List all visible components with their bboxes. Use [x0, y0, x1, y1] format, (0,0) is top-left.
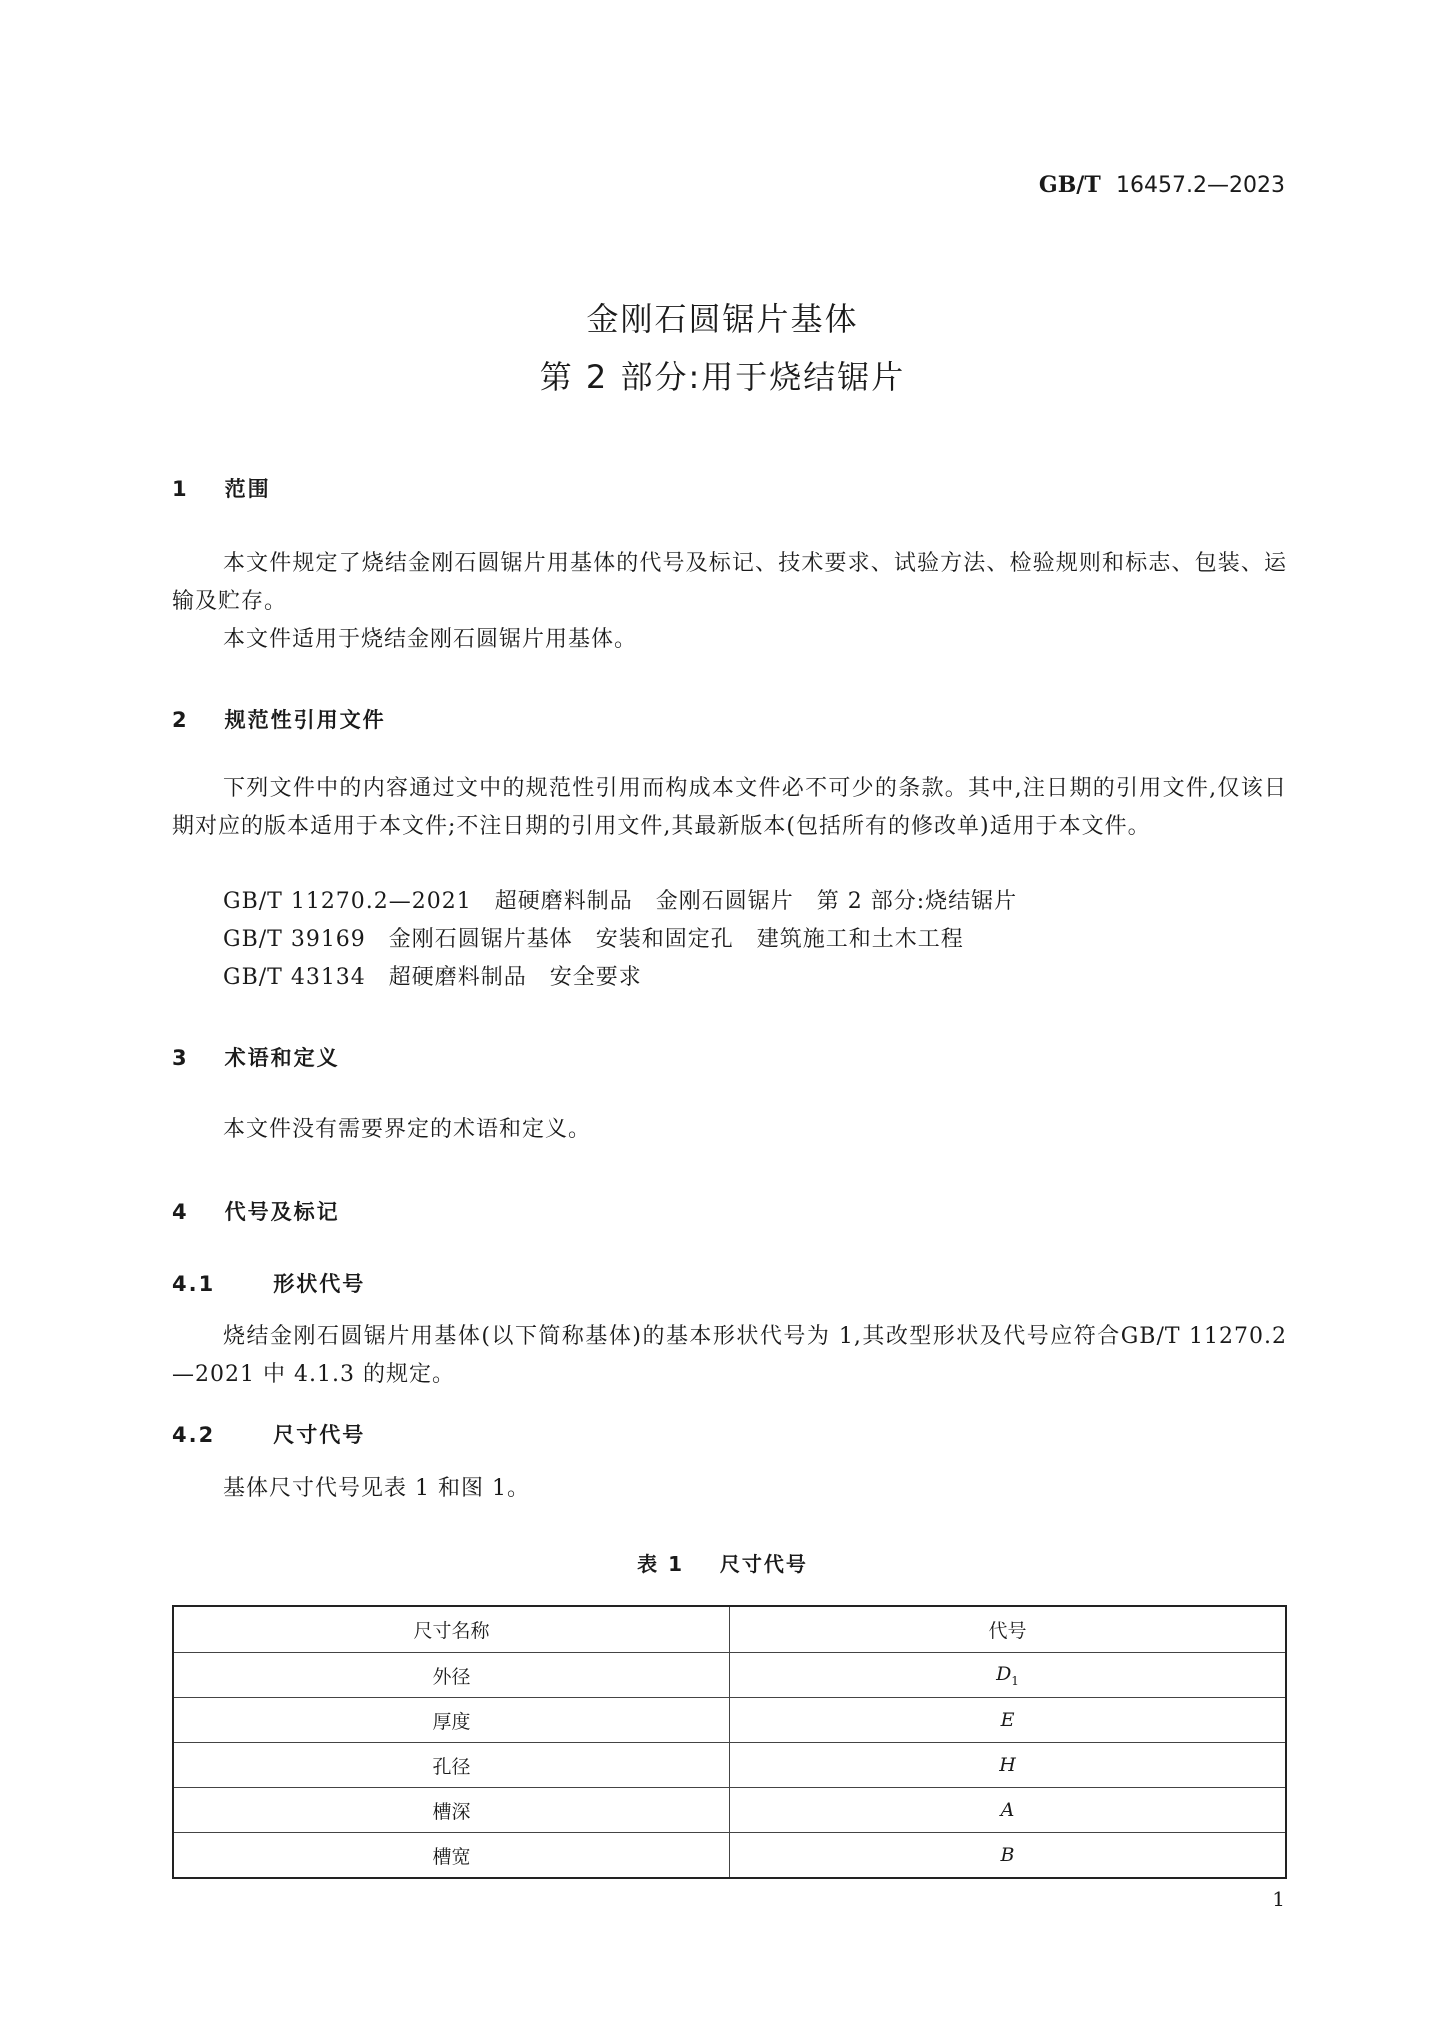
section-4-2-heading: [172, 1419, 365, 1449]
table-caption: [0, 1548, 1445, 1577]
section-number: 1: [172, 477, 189, 501]
section-number: 2: [172, 708, 189, 732]
section-4-1-heading: [172, 1268, 365, 1298]
code-subscript: 1: [1011, 1673, 1019, 1688]
table-header-row: [173, 1606, 1286, 1653]
paragraph: 本文件没有需要界定的术语和定义。: [223, 1117, 592, 1142]
dimension-name-cell: 槽深: [173, 1788, 730, 1833]
table-number: 表 1: [637, 1552, 685, 1576]
code-cell: [730, 1698, 1287, 1743]
code-cell: [730, 1653, 1287, 1698]
document-title: 金刚石圆锯片基体: [586, 300, 859, 338]
section-number: 4: [172, 1200, 189, 1224]
reference-item: GB/T 39169 金刚石圆锯片基体 安装和固定孔 建筑施工和土木工程: [223, 927, 964, 952]
standard-prefix: GB/T: [1038, 172, 1101, 198]
section-2-heading: [172, 704, 386, 734]
dimension-name-cell: 槽宽: [173, 1833, 730, 1879]
code-cell: [730, 1743, 1287, 1788]
section-title: 范围: [224, 477, 271, 501]
dimension-name-cell: 外径: [173, 1653, 730, 1698]
section-number: 4.2: [172, 1423, 216, 1447]
dimension-code-table: [172, 1605, 1287, 1879]
dimension-name-cell: 厚度: [173, 1698, 730, 1743]
code-symbol: B: [1000, 1844, 1015, 1866]
table-row: [173, 1788, 1286, 1833]
section-number: 3: [172, 1046, 189, 1070]
code-symbol: A: [1000, 1799, 1015, 1821]
table-row: [173, 1743, 1286, 1788]
section-title: 规范性引用文件: [224, 708, 386, 732]
section-title: 形状代号: [273, 1272, 366, 1296]
standard-code: [1039, 172, 1285, 198]
paragraph: 本文件适用于烧结金刚石圆锯片用基体。: [223, 627, 638, 652]
code-cell: [730, 1833, 1287, 1879]
section-title: 术语和定义: [224, 1046, 340, 1070]
section-number: 4.1: [172, 1272, 216, 1296]
dimension-name-cell: 孔径: [173, 1743, 730, 1788]
code-symbol: E: [1000, 1709, 1015, 1731]
paragraph: 基体尺寸代号见表 1 和图 1。: [223, 1476, 530, 1501]
standard-number: 16457.2—2023: [1116, 173, 1285, 198]
section-3-heading: [172, 1042, 340, 1072]
section-title: 代号及标记: [224, 1200, 340, 1224]
reference-item: GB/T 11270.2—2021 超硬磨料制品 金刚石圆锯片 第 2 部分:烧结锯片: [223, 889, 1018, 914]
code-symbol: D: [996, 1662, 1012, 1685]
reference-item: GB/T 43134 超硬磨料制品 安全要求: [223, 965, 642, 990]
table-caption-text: 尺寸代号: [719, 1552, 808, 1576]
code-cell: [730, 1788, 1287, 1833]
section-4-heading: [172, 1196, 340, 1226]
document-subtitle: 第 2 部分:用于烧结锯片: [539, 358, 906, 396]
paragraph: 本文件规定了烧结金刚石圆锯片用基体的代号及标记、技术要求、试验方法、检验规则和标志、包装、运输及贮存。: [172, 551, 1287, 614]
table-row: [173, 1653, 1286, 1698]
table-row: [173, 1833, 1286, 1879]
column-header: 代号: [730, 1606, 1287, 1653]
section-1-heading: [172, 473, 271, 503]
paragraph: 下列文件中的内容通过文中的规范性引用而构成本文件必不可少的条款。其中,注日期的引用文件,仅该日期对应的版本适用于本文件;不注日期的引用文件,其最新版本(包括所有的修改单)适用于本文件。: [172, 776, 1287, 839]
code-symbol: H: [999, 1754, 1016, 1776]
column-header: 尺寸名称: [173, 1606, 730, 1653]
table-row: [173, 1698, 1286, 1743]
page-number: 1: [1272, 1887, 1285, 1911]
paragraph: 烧结金刚石圆锯片用基体(以下简称基体)的基本形状代号为 1,其改型形状及代号应符合GB/T 11270.2—2021 中 4.1.3 的规定。: [172, 1324, 1287, 1387]
section-title: 尺寸代号: [273, 1423, 366, 1447]
